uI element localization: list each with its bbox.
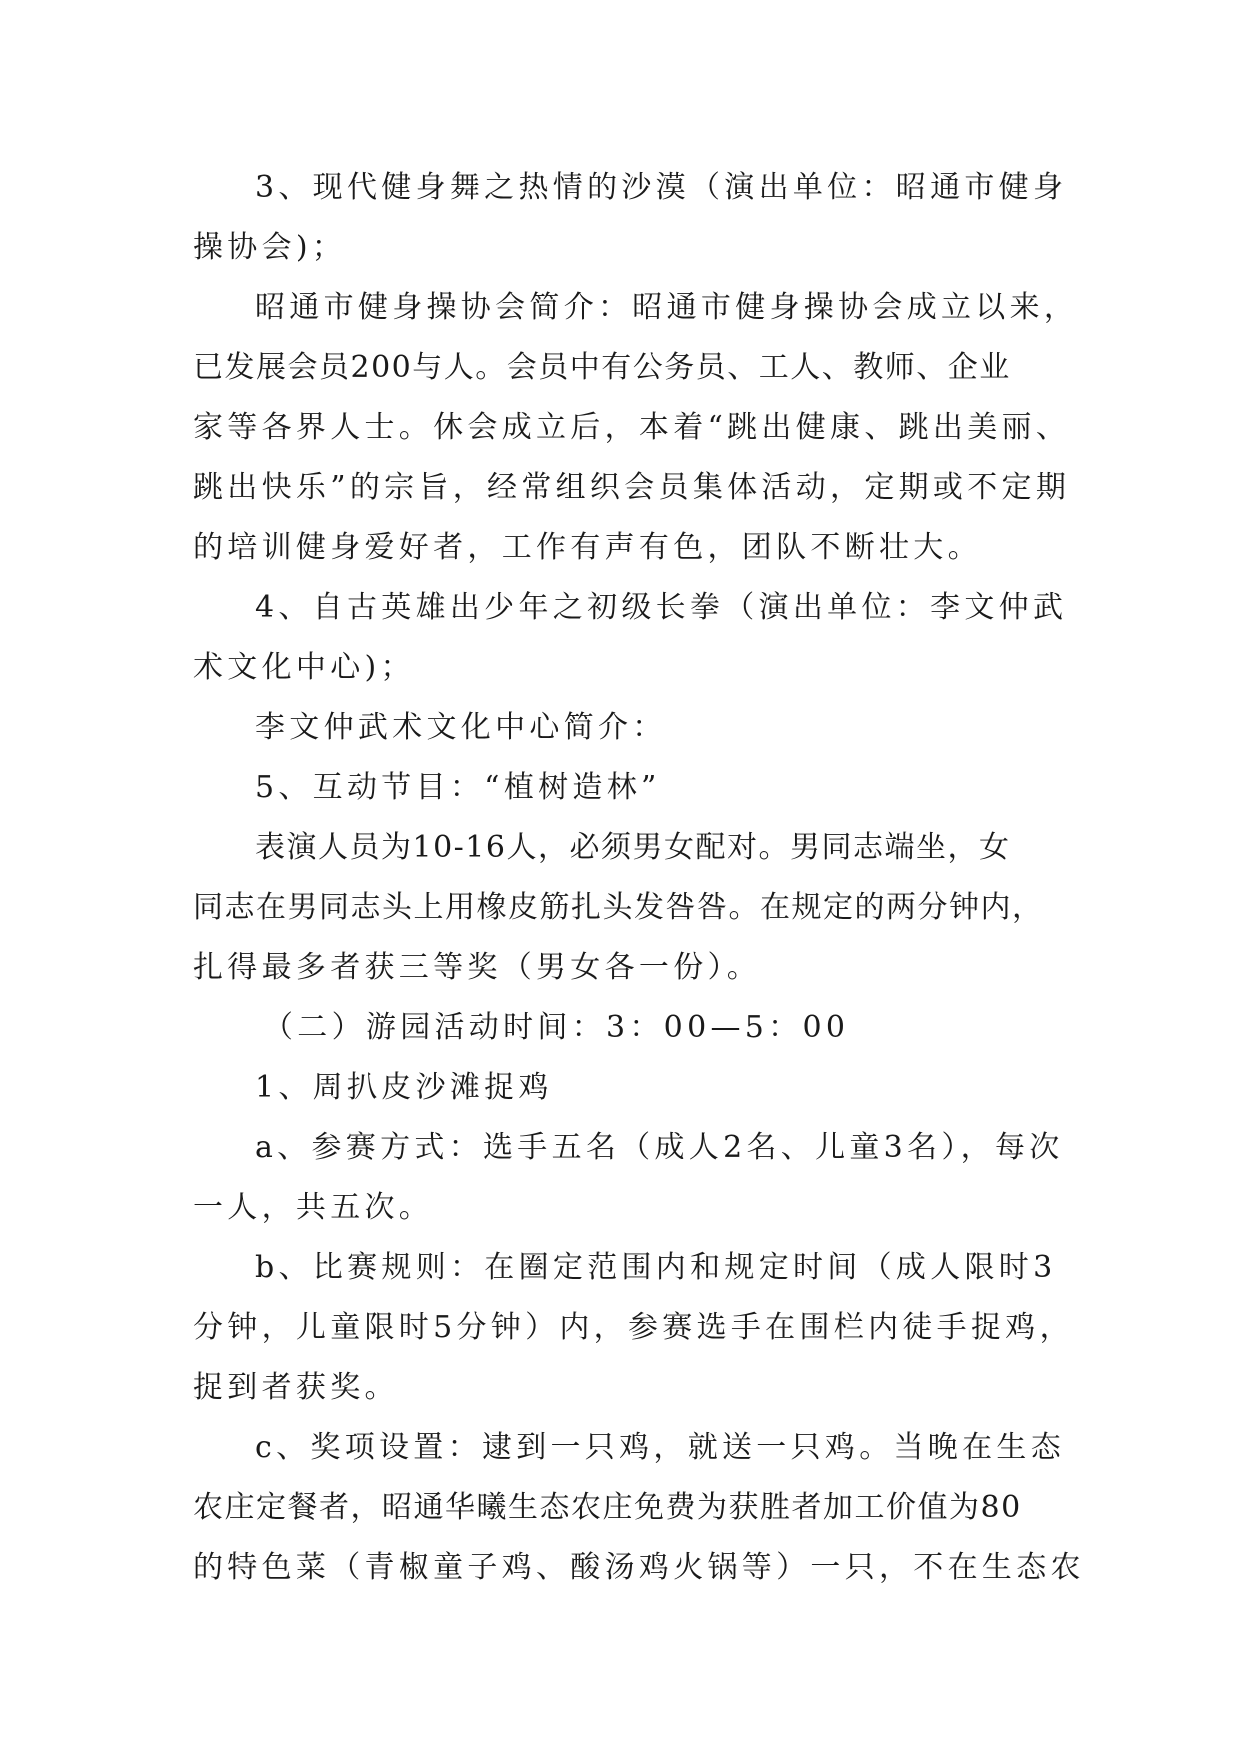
paragraph-line: a、参赛方式：选手五名（成人2名、儿童3名），每次 [255,1130,1064,1165]
paragraph-line: 3、现代健身舞之热情的沙漠（演出单位：昭通市健身 [255,170,1068,205]
paragraph-line: 跳出快乐”的宗旨，经常组织会员集体活动，定期或不定期 [193,470,1071,505]
paragraph-line: 昭通市健身操协会简介：昭通市健身操协会成立以来， [255,290,1079,325]
paragraph-line: 扎得最多者获三等奖（男女各一份）。 [193,950,762,985]
section-heading: （二）游园活动时间：3：00—5：00 [263,1010,850,1045]
paragraph-line: 的特色菜（青椒童子鸡、酸汤鸡火锅等）一只，不在生态农 [193,1550,1085,1585]
paragraph-line: 已发展会员200与人。会员中有公务员、工人、教师、企业 [193,350,1011,385]
paragraph-line: 家等各界人士。休会成立后，本着“跳出健康、跳出美丽、 [193,410,1071,445]
paragraph-line: c、奖项设置：逮到一只鸡，就送一只鸡。当晚在生态 [255,1430,1066,1465]
paragraph-line: 5、互动节目：“植树造林” [255,770,661,805]
paragraph-line: 同志在男同志头上用橡皮筋扎头发咎咎。在规定的两分钟内， [193,890,1044,925]
paragraph-line: 术文化中心)； [193,650,415,685]
document-body [193,158,1085,1598]
paragraph-line: 的培训健身爱好者，工作有声有色，团队不断壮大。 [193,530,982,565]
paragraph-line: 4、自古英雄出少年之初级长拳（演出单位：李文仲武 [255,590,1068,625]
paragraph-line: 农庄定餐者，昭通华曦生态农庄免费为获胜者加工价值为80 [193,1490,1022,1525]
paragraph-line: 分钟，儿童限时5分钟）内，参赛选手在围栏内徒手捉鸡， [193,1310,1074,1345]
paragraph-line: 表演人员为10-16人，必须男女配对。男同志端坐，女 [255,830,1011,865]
paragraph-line: 捉到者获奖。 [193,1370,399,1405]
paragraph-line: b、比赛规则：在圈定范围内和规定时间（成人限时3 [255,1250,1057,1285]
paragraph-line: 1、周扒皮沙滩捉鸡 [255,1070,553,1105]
paragraph-line: 李文仲武术文化中心简介： [255,710,667,745]
paragraph-line: 一人，共五次。 [193,1190,434,1225]
paragraph-line: 操协会)； [193,230,347,265]
